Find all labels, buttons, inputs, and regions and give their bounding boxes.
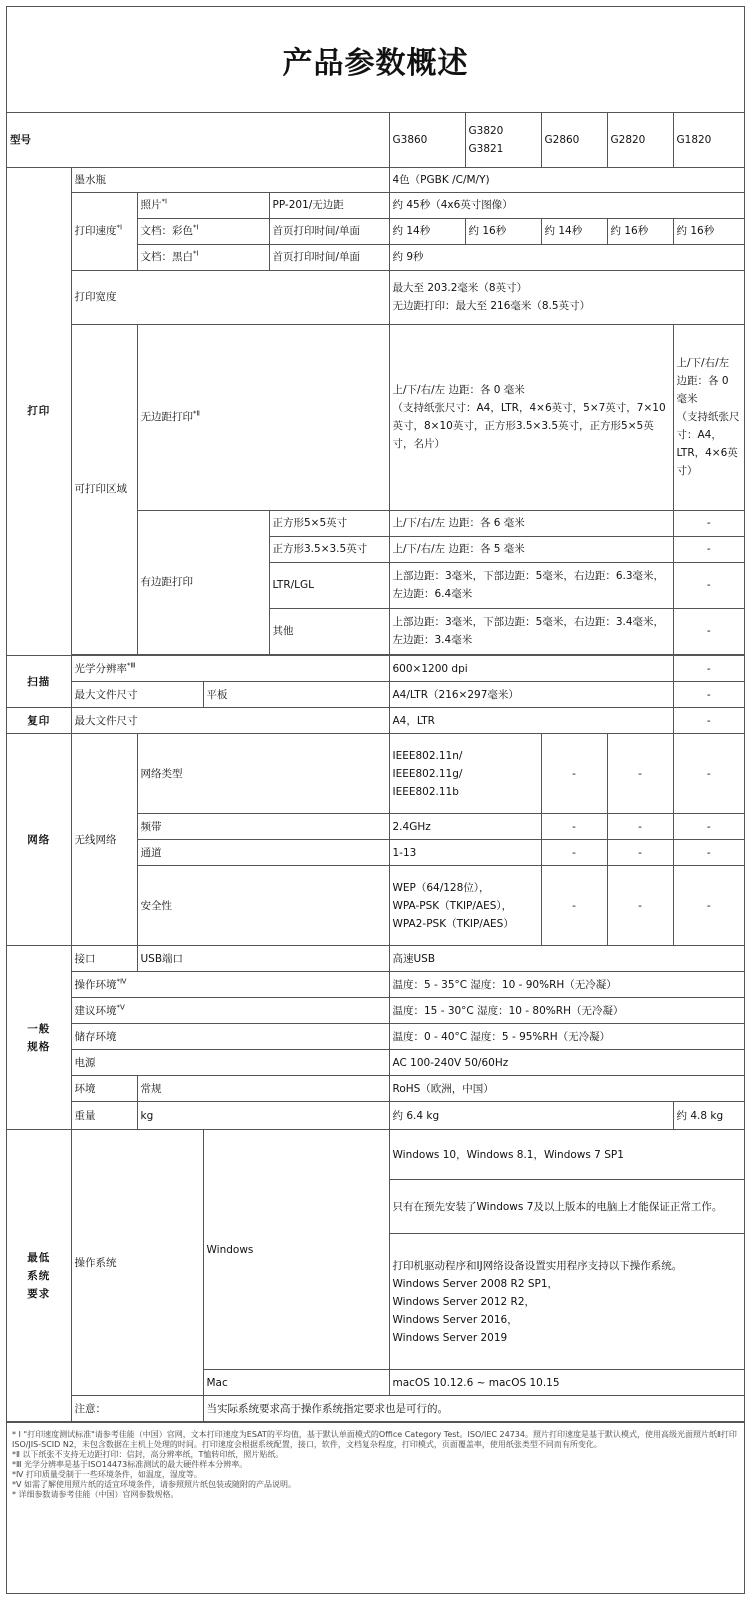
spec-table — [7, 113, 744, 1422]
storage-env-value: 温度：0 - 40°C 湿度：5 - 95%RH（无冷凝） — [389, 1024, 744, 1050]
model-label: 型号 — [7, 113, 389, 167]
security-value: WEP（64/128位）， WPA-PSK（TKIP/AES）， WPA2-PSK（TKIP/AES） — [389, 866, 541, 946]
weight-g1820: 约 4.8 kg — [673, 1102, 744, 1130]
bordered-label: 有边距打印 — [137, 510, 269, 654]
net-type-g2820: - — [607, 734, 673, 814]
square35-label: 正方形3.5×3.5英寸 — [269, 536, 389, 562]
channel-g2820: - — [607, 840, 673, 866]
weight-unit: kg — [137, 1102, 389, 1130]
security-label: 安全性 — [137, 866, 389, 946]
net-type-g2860: - — [541, 734, 607, 814]
footnotes — [7, 1422, 744, 1500]
windows-versions: Windows 10，Windows 8.1，Windows 7 SP1 — [389, 1130, 744, 1180]
environment-label: 环境 — [71, 1076, 137, 1102]
net-type-value: IEEE802.11n/ IEEE802.11g/ IEEE802.11b — [389, 734, 541, 814]
note-label: 注意： — [71, 1396, 203, 1422]
rec-env-label: 建议环境$^{*Ⅴ}$ — [71, 998, 389, 1024]
speed-label: 打印速度$^{*Ⅰ}$ — [71, 192, 137, 270]
band-label: 频带 — [137, 814, 389, 840]
footnote: * 详细参数请参考佳能（中国）官网参数规格。 — [12, 1490, 179, 1499]
section-copy: 复印 — [7, 708, 71, 734]
square5-value: 上/下/右/左 边距：各 6 毫米 — [389, 510, 673, 536]
printable-area-label: 可打印区域 — [71, 324, 137, 655]
note-value: 当实际系统要求高于操作系统指定要求也是可行的。 — [203, 1396, 744, 1422]
color-speed-g2820: 约 16秒 — [607, 218, 673, 244]
section-system: 最低 系统 要求 — [7, 1130, 71, 1422]
mac-label: Mac — [203, 1370, 389, 1396]
channel-g1820: - — [673, 840, 744, 866]
power-value: AC 100-240V 50/60Hz — [389, 1050, 744, 1076]
band-value: 2.4GHz — [389, 814, 541, 840]
page-title: 产品参数概述 — [7, 7, 744, 113]
spec-sheet — [6, 6, 745, 1594]
ink-value: 4色（PGBK /C/M/Y) — [389, 167, 744, 192]
environment-sub: 常规 — [137, 1076, 389, 1102]
rec-env-value: 温度：15 - 30°C 湿度：10 - 80%RH（无冷凝） — [389, 998, 744, 1024]
footnote: *Ⅳ 打印质量受制于一些环境条件，如温度，湿度等。 — [12, 1470, 202, 1479]
section-network: 网络 — [7, 734, 71, 946]
print-width-label: 打印宽度 — [71, 270, 389, 324]
security-g2860: - — [541, 866, 607, 946]
op-env-label: 操作环境$^{*Ⅳ}$ — [71, 972, 389, 998]
weight-label: 重量 — [71, 1102, 137, 1130]
copy-size-value: A4，LTR — [389, 708, 673, 734]
port-sub: USB端口 — [137, 946, 389, 972]
windows-label: Windows — [203, 1130, 389, 1370]
color-doc-condition: 首页打印时间/单面 — [269, 218, 389, 244]
scan-size-label: 最大文件尺寸 — [71, 682, 203, 708]
borderless-value: 上/下/右/左 边距：各 0 毫米 （支持纸张尺寸：A4，LTR，4×6英寸，5×7英寸，7×10英寸，8×10英寸，正方形3.5×3.5英寸，正方形5×5英寸，名片） — [389, 324, 673, 510]
op-env-value: 温度：5 - 35°C 湿度：10 - 90%RH（无冷凝） — [389, 972, 744, 998]
photo-speed: 约 45秒（4x6英寸图像） — [389, 192, 744, 218]
color-speed-g2860: 约 14秒 — [541, 218, 607, 244]
scan-size-sub: 平板 — [203, 682, 389, 708]
other-value: 上部边距：3毫米，下部边距：5毫米，右边距：3.4毫米，左边距：3.4毫米 — [389, 608, 673, 654]
borderless-g1820: 上/下/右/左 边距：各 0 毫米 （支持纸张尺寸：A4，LTR，4×6英寸） — [673, 324, 744, 510]
footnote: *Ⅴ 如需了解使用照片纸的适宜环境条件，请参照照片纸包装或随附的产品说明。 — [12, 1480, 297, 1489]
footnote: *Ⅲ 光学分辨率是基于ISO14473标准测试的最大硬件样本分辨率。 — [12, 1460, 248, 1469]
square35-value: 上/下/右/左 边距：各 5 毫米 — [389, 536, 673, 562]
model-g3820: G3820 G3821 — [465, 113, 541, 167]
ltr-label: LTR/LGL — [269, 562, 389, 608]
power-label: 电源 — [71, 1050, 389, 1076]
mac-value: macOS 10.12.6 ~ macOS 10.15 — [389, 1370, 744, 1396]
windows-server: 打印机驱动程序和IJ网络设备设置实用程序支持以下操作系统。 Windows Server 2008 R2 SP1， Windows Server 2012 R2， Windows Server 2016， Windows Server 2019 — [389, 1234, 744, 1370]
model-g2820: G2820 — [607, 113, 673, 167]
color-doc-label: 文档：彩色$^{*Ⅰ}$ — [137, 218, 269, 244]
section-general: 一般 规格 — [7, 946, 71, 1130]
copy-size-g1820: - — [673, 708, 744, 734]
mono-speed: 约 9秒 — [389, 244, 744, 270]
band-g2860: - — [541, 814, 607, 840]
scan-size-g1820: - — [673, 682, 744, 708]
channel-value: 1-13 — [389, 840, 541, 866]
other-label: 其他 — [269, 608, 389, 654]
band-g2820: - — [607, 814, 673, 840]
port-label: 接口 — [71, 946, 137, 972]
section-scan: 扫描 — [7, 656, 71, 708]
ink-label: 墨水瓶 — [71, 167, 389, 192]
color-speed-g3860: 约 14秒 — [389, 218, 465, 244]
os-label: 操作系统 — [71, 1130, 203, 1396]
channel-label: 通道 — [137, 840, 389, 866]
wireless-label: 无线网络 — [71, 734, 137, 946]
print-width-value: 最大至 203.2毫米（8英寸） 无边距打印：最大至 216毫米（8.5英寸） — [389, 270, 744, 324]
model-g3860: G3860 — [389, 113, 465, 167]
color-speed-g1820: 约 16秒 — [673, 218, 744, 244]
net-type-label: 网络类型 — [137, 734, 389, 814]
square5-g1820: - — [673, 510, 744, 536]
footnote: *Ⅱ 以下纸张不支持无边距打印：信封，高分辨率纸，T恤转印纸，照片贴纸。 — [12, 1450, 284, 1459]
color-speed-g3820: 约 16秒 — [465, 218, 541, 244]
port-value: 高速USB — [389, 946, 744, 972]
model-header-row — [7, 113, 744, 167]
photo-label: 照片$^{*Ⅰ}$ — [137, 192, 269, 218]
channel-g2860: - — [541, 840, 607, 866]
ltr-g1820: - — [673, 562, 744, 608]
band-g1820: - — [673, 814, 744, 840]
photo-condition: PP-201/无边距 — [269, 192, 389, 218]
square5-label: 正方形5×5英寸 — [269, 510, 389, 536]
scan-size-value: A4/LTR（216×297毫米） — [389, 682, 673, 708]
resolution-label: 光学分辨率$^{*Ⅲ}$ — [71, 656, 389, 682]
section-print: 打印 — [7, 167, 71, 656]
mono-doc-condition: 首页打印时间/单面 — [269, 244, 389, 270]
storage-env-label: 储存环境 — [71, 1024, 389, 1050]
footnote: * Ⅰ "打印速度测试标准"请参考佳能（中国）官网，文本打印速度为ESAT的平均值，基于默认单面模式的Office Category Test。ISO/IEC 24734。照片打印速度是基于默认模式，使用高级光面照片纸Ⅱ打印ISO/JIS-SCID N2，未包含数据在主机上处理的时间。打印速度会根据系统配置，接口，软件，文档复杂程度，打印模式，页面覆盖率，使用纸张类型不同而有所变化。 — [12, 1430, 737, 1449]
security-g2820: - — [607, 866, 673, 946]
ltr-value: 上部边距：3毫米，下部边距：5毫米，右边距：6.3毫米，左边距：6.4毫米 — [389, 562, 673, 608]
model-g2860: G2860 — [541, 113, 607, 167]
resolution-value: 600×1200 dpi — [389, 656, 673, 682]
other-g1820: - — [673, 608, 744, 654]
weight-value: 约 6.4 kg — [389, 1102, 673, 1130]
resolution-g1820: - — [673, 656, 744, 682]
mono-doc-label: 文档：黑白$^{*Ⅰ}$ — [137, 244, 269, 270]
windows-note: 只有在预先安装了Windows 7及以上版本的电脑上才能保证正常工作。 — [389, 1180, 744, 1234]
environment-value: RoHS（欧洲，中国） — [389, 1076, 744, 1102]
borderless-label: 无边距打印$^{*Ⅱ}$ — [137, 324, 389, 510]
security-g1820: - — [673, 866, 744, 946]
copy-size-label: 最大文件尺寸 — [71, 708, 389, 734]
model-g1820: G1820 — [673, 113, 744, 167]
square35-g1820: - — [673, 536, 744, 562]
net-type-g1820: - — [673, 734, 744, 814]
